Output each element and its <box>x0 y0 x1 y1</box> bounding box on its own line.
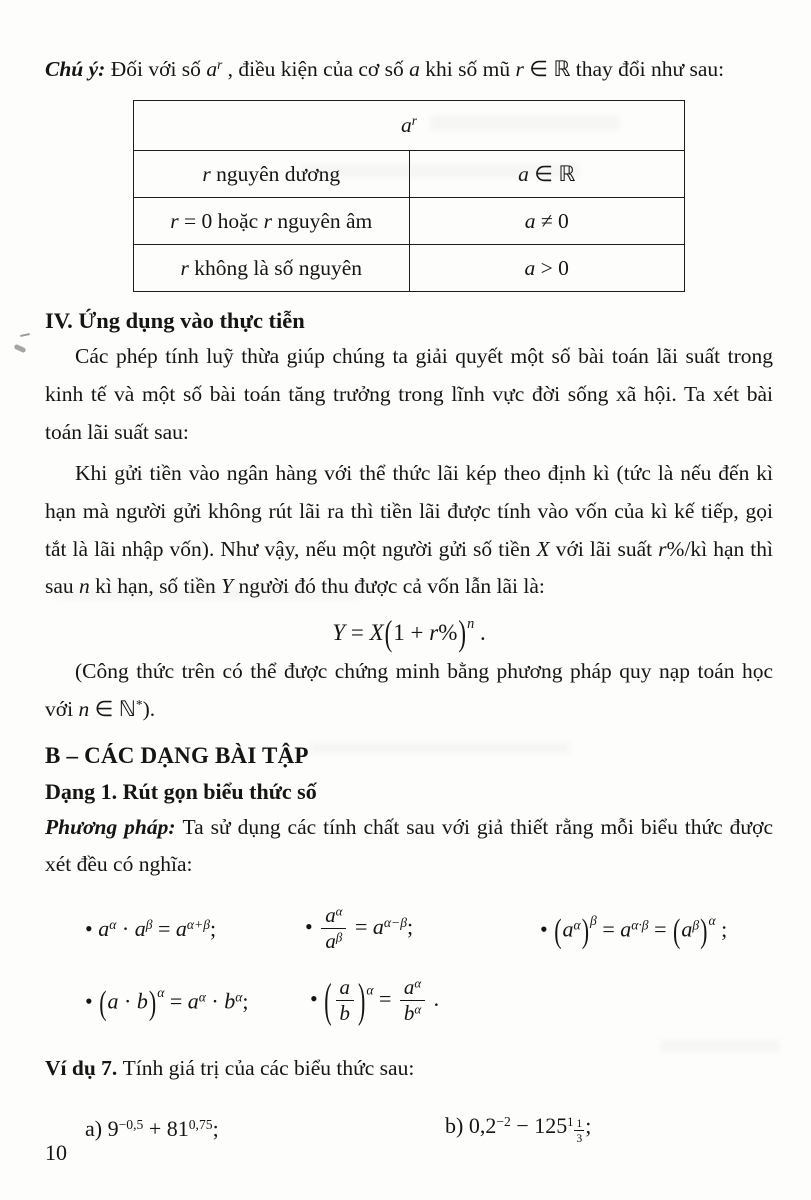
page-number: 10 <box>45 1140 67 1165</box>
table-row <box>134 198 685 245</box>
compound-interest-formula: $Y = X(1 + r\%)^n$ . <box>332 614 486 653</box>
table-cell-condition: r nguyên dương <box>134 151 410 198</box>
table-cell-condition: r = 0 hoặc r nguyên âm <box>134 198 410 245</box>
table-header-cell: $a^r$ <box>134 101 685 151</box>
table-row <box>134 245 685 292</box>
property-power-of-power-rule: • $(a^\alpha)^\beta = a^{\alpha\cdot\beta} = (a^\beta)^\alpha$ ; <box>540 911 728 950</box>
section-b-heading: B – CÁC DẠNG BÀI TẬP <box>45 742 309 768</box>
property-formula-row <box>45 966 773 1036</box>
method-paragraph: Phương pháp: Ta sử dụng các tính chất sau với giả thiết rằng mỗi biểu thức được xét đều có nghĩa: <box>45 814 773 877</box>
example7-item-a: a) $9^{-0,5} + 81^{0,75}$; <box>85 1116 219 1142</box>
dang1-heading: Dạng 1. Rút gọn biểu thức số <box>45 778 317 804</box>
paragraph-compound-interest: Khi gửi tiền vào ngân hàng với thể thức lãi kép theo định kì (tức là nếu đến kì hạn mà người gửi không rút lãi ra thì tiền lãi được tính vào vốn của kì kế tiếp, gọi tắt là lãi nhập vốn). Như vậy, nếu một người gửi số tiền X với lãi suất r%/kì hạn thì sau n kì hạn, số tiền Y người đó thu được cả vốn lẫn lãi là: <box>45 461 773 599</box>
example7-heading: Ví dụ 7. Tính giá trị của các biểu thức sau: <box>45 1055 415 1080</box>
paragraph-applications-intro: Các phép tính luỹ thừa giúp chúng ta giải quyết một số bài toán lãi suất trong kinh tế và một số bài toán tăng trưởng trong lĩnh vực đời sống xã hội. Ta xét bài toán lãi suất sau: <box>45 344 773 444</box>
property-quotient-rule: • $\frac{a^\alpha}{a^\beta}$ = $a^{\alpha-\beta}$; <box>305 902 414 954</box>
table-cell-condition: r không là số nguyên <box>134 245 410 292</box>
property-power-of-quotient-rule: • ( $\frac{a}{b}$ )$^\alpha$ = $\frac{a^\alpha}{b^\alpha}$ . <box>310 973 440 1028</box>
note-paragraph: Chú ý: Đối với số $a^r$ , điều kiện của cơ số a khi số mũ r ∈ ℝ thay đổi như sau: <box>45 57 725 81</box>
paragraph-induction-note: (Công thức trên có thể được chứng minh bằng phương pháp quy nạp toán học với n ∈ ℕ*). <box>45 659 773 721</box>
section-iv-heading: IV. Ứng dụng vào thực tiễn <box>45 308 305 334</box>
property-power-of-product-rule: • $(a \cdot b)^\alpha = a^\alpha \cdot b^\alpha$; <box>85 983 249 1022</box>
property-product-rule: • $a^\alpha \cdot a^\beta = a^{\alpha+\beta}$; <box>85 915 217 941</box>
exponent-condition-table <box>133 100 685 292</box>
table-cell-result: a > 0 <box>409 245 685 292</box>
table-cell-result: a ∈ ℝ <box>409 151 685 198</box>
table-header-row <box>134 101 685 151</box>
table-cell-result: a ≠ 0 <box>409 198 685 245</box>
example7-items <box>45 1103 773 1155</box>
example7-item-b: b) $0,2^{-2} - 125$ 1 $\frac{1}{3}$ ; <box>445 1113 592 1146</box>
property-formula-row <box>45 898 773 960</box>
table-row <box>134 151 685 198</box>
